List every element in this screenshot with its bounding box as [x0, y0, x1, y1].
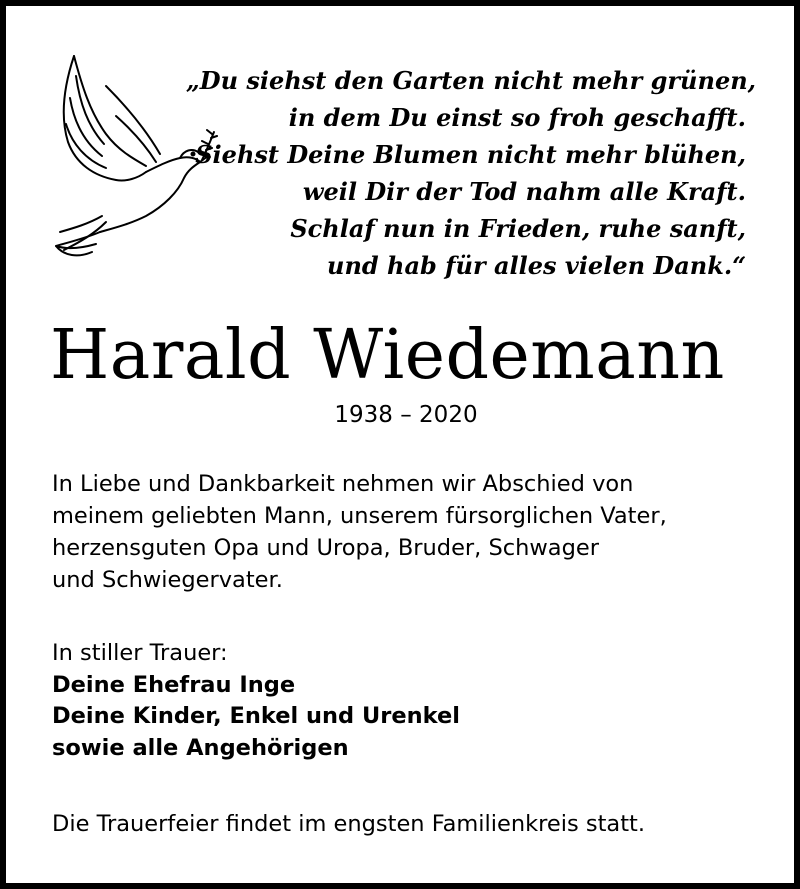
poem-line: Schlaf nun in Frieden, ruhe sanft, [290, 214, 746, 243]
poem-line: Siehst Deine Blumen nicht mehr blühen, [195, 140, 746, 169]
mourners-intro: In stiller Trauer: [52, 640, 228, 666]
announcement-line: und Schwiegervater. [52, 567, 283, 593]
poem-line: weil Dir der Tod nahm alle Kraft. [302, 177, 746, 206]
funeral-note: Die Trauerfeier findet im engsten Familienkreis statt. [52, 811, 646, 837]
announcement-text [52, 468, 772, 596]
poem [186, 62, 757, 284]
life-dates: 1938 – 2020 [334, 402, 478, 428]
mourner-name: sowie alle Angehörigen [52, 734, 349, 761]
poem-line: in dem Du einst so froh geschafft. [288, 103, 746, 132]
mourner-name: Deine Ehefrau Inge [52, 671, 296, 698]
poem-line: „Du siehst den Garten nicht mehr grünen, [186, 66, 757, 95]
announcement-line: meinem geliebten Mann, unserem fürsorglichen Vater, [52, 503, 667, 529]
announcement-line: herzensguten Opa und Uropa, Bruder, Schwager [52, 535, 599, 561]
poem-line: und hab für alles vielen Dank.“ [327, 251, 746, 280]
announcement-line: In Liebe und Dankbarkeit nehmen wir Abschied von [52, 471, 634, 497]
deceased-name: Harald Wiedemann [50, 316, 725, 395]
mourner-name: Deine Kinder, Enkel und Urenkel [52, 703, 460, 729]
mourners-block [52, 638, 772, 764]
